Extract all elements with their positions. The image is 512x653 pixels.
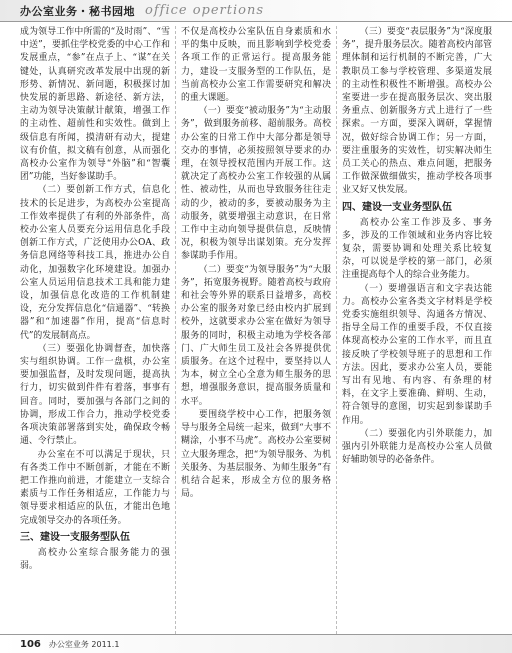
page-header — [0, 0, 512, 22]
paragraph: 不仅是高校办公室队伍自身素质和水平的集中反映，而且影响到学校党委各项工作的正常运行。提高服务能力，建设一支服务型的工作队伍，是当前高校办公室工作需要研究和解决的重大课题。 — [181, 27, 331, 104]
magazine-issue: 办公室业务 2011.1 — [48, 639, 120, 649]
paragraph: 高校办公室工作涉及多、事务多，涉及的工作领域和业务内容比较复杂，需要协调和处理关系比较复杂，可以说是学校的第一部门，必须注重提高每个人的综合业务能力。 — [342, 217, 492, 281]
paragraph: （三）要变“表层服务”为“深度服务”，提升服务层次。随着高校内部管理体制和运行机制的不断完善，广大教职员工参与学校管理、多渠道发展的主动性积极性不断增强。高校办公室要进一步在提高服务层次、突出服务重点、创新服务方式上进行了一些探索。一方面，要深入调研，掌握情况，做好综合协调工作；另一方面，要注重服务的实效性，切实解决师生员工关心的热点、难点问题，把服务工作做深做细做实，推动学校各项事业又好又快发展。 — [342, 27, 492, 196]
paragraph: 要围绕学校中心工作，把服务领导与服务全局统一起来，做到“大事不糊涂，小事不马虎”。高校办公室要树立大服务理念，把“为领导服务、为机关服务、为基层服务、为师生服务”有机结合起来，形成全方位的服务格局。 — [181, 409, 331, 500]
paragraph: （二）要强化内引外联能力，加强内引外联能力是高校办公室人员做好辅助领导的必备条件。 — [342, 428, 492, 466]
paragraph: （一）要变“被动服务”为“主动服务”，做到服务前移、超前服务。高校办公室的日常工作中大部分都是领导交办的事情，必须按照领导要求的办理，在领导授权范围内开展工作。这就决定了高校办公室工作较强的从属性、被动性，从而也导致服务往往走动的少，被动的多，要被动服务为主动服务，就要增强主动意识，在日常工作中主动向领导提供信息，反映情况，积极为领导出谋划策。充分发挥参谋助手作用。 — [181, 106, 331, 262]
section-title: 办公室业务・秘书园地 — [20, 4, 135, 18]
paragraph: （二）要创新工作方式，信息化技术的长足进步，为高校办公室提高工作效率提供了有利的外部条件，高校办公室人员要充分运用信息化手段创新工作方式，广泛使用办公OA、政务信息网络等科技工具，推进办公自动化，加强数字化环境建设。加强办公室人员运用信息技术工具和能力建设，加强信息化改造的工作机制建设，充分发挥信息化“信通器”、“转换器”和“加速器”作用，提高“信息时代”的发展制高点。 — [20, 185, 170, 341]
page-number: 106 — [20, 638, 41, 650]
section-subtitle: office opertions — [145, 3, 265, 18]
column-divider — [336, 26, 337, 634]
paragraph: （一）要增强语言和文字表达能力。高校办公室各类文字材料是学校党委实施组织领导、沟通各方情况、指导全局工作的重要手段，不仅直接体现高校办公室的工作水平，而且直接反映了学校领导班子的思想和工作方法。因此，要求办公室人员，要能写出有见地、有内容、有条理的材料，在文字上要准确、鲜明、生动，符合领导的意图，切实起到参谋助手作用。 — [342, 283, 492, 426]
paragraph: 成为领导工作中所需的“及时雨”、“雪中送”，要抓住学校党委的中心工作和发展重点，“参”在点子上、“谋”在关键处，认真研究改革发展中出现的新形势、新情况、新问题，积极探讨加快发展的新思路、新途径、新方法，主动为领导决策献计献策，增强工作的主动性、超前性和实效性。做到上级信息有所闻，摸清研有动大，提建议有价值，拟文稿有创意，从而强化高校办公室作为领导“外脑”和“智囊团”功能，当好参谋助手。 — [20, 27, 170, 183]
article-column-1 — [20, 26, 170, 634]
article-column-3 — [342, 26, 492, 634]
section-heading: 四、建设一支业务型队伍 — [342, 201, 452, 213]
column-divider — [175, 26, 176, 634]
paragraph: 高校办公室综合服务能力的强弱。 — [20, 547, 170, 571]
paragraph: （三）要强化协调督查，加快落实与组织协调。工作一盘棋，办公室要加强监督，及时发现问题，提高执行力，切实做到件件有着落，事事有回音。同时，要加强与各部门之间的协调，形成工作合力，推动学校党委各项决策部署落到实处，确保政令畅通、令行禁止。 — [20, 343, 170, 447]
page-footer — [0, 634, 512, 653]
paragraph: 办公室在不可以满足于现状，只有各类工作中不断创新，才能在不断把工作推向前进，才能建立一支综合素质与工作任务相适应，工作能力与领导要求相适应的队伍，才能出色地完成领导交办的各项任务。 — [20, 449, 170, 526]
section-heading: 三、建设一支服务型队伍 — [20, 531, 130, 543]
article-column-2 — [181, 26, 331, 634]
paragraph: （二）要变“为领导服务”为“大服务”，拓宽服务视野。随着高校与政府和社会等外界的联系日益增多，高校办公室的服务对象已经由校内扩展到校外，这就要求办公室在做好为领导服务的同时，积极主动地为学校各部门、广大师生员工及社会各界提供优质服务。在这个过程中，要坚持以人为本，树立全心全意为师生服务的思想，增强服务意识，提高服务质量和水平。 — [181, 264, 331, 407]
